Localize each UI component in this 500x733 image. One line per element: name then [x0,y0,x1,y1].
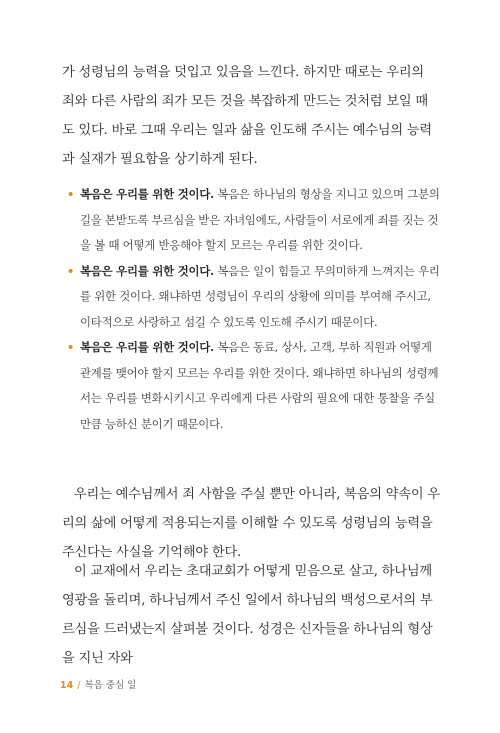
bullet-lead-text: 복음은 우리를 위한 것이다. [80,340,214,354]
bullet-lead-text: 복음은 우리를 위한 것이다. [80,263,214,278]
bullet-body-text: 복음은 동료, 상사, 고객, 부하 직원과 어떻게 관계를 맺어야 할지 모르는 우리를 위한 것이다. 왜냐하면 하나님의 성령께서는 우리를 변화시키시고 우리에게 다른 사람의 필요에 대한 통찰을 주실 만큼 능하신 분이기 때문이다. [80,340,439,431]
page-footer [60,677,136,691]
bullet-lead-text: 복음은 우리를 위한 것이다. [80,187,214,201]
bullet-body-text: 복음은 일이 힘들고 무의미하게 느껴지는 우리를 위한 것이다. 왜냐하면 성령님이 우리의 상황에 의미를 부여해 주시고, 이타적으로 사랑하고 섬길 수 있도록 인도해 주시기 때문이다. [80,263,440,329]
footer-separator: / [77,680,81,691]
bullet-item [62,182,440,259]
bullet-body-text: 복음은 하나님의 형상을 지니고 있으며 그분의 길을 본받도록 부르심을 받은 자녀임에도, 사람들이 서로에게 죄를 짓는 것을 볼 때 어떻게 반응해야 할지 모르는 우리를 위한 것이다. [80,187,440,252]
bullet-item [62,335,440,437]
body-paragraph: 이 교재에서 우리는 초대교회가 어떻게 믿음으로 살고, 하나님께 영광을 돌리며, 하나님께서 주신 일에서 하나님의 백성으로서의 부르심을 드러냈는지 살펴볼 것이다. 성경은 신자들을 하나님의 형상을 지닌 자와 [62,564,433,666]
bullet-marker-icon: • [67,340,75,354]
bullet-item [62,259,440,336]
bullet-marker-icon: • [67,263,75,278]
page-number: 14 [60,680,74,691]
bullet-marker-icon: • [67,187,75,201]
section-title: 복음 중심 일 [84,680,137,691]
body-paragraph: 우리는 예수님께서 죄 사함을 주실 뿐만 아니라, 복음의 약속이 우리의 삶에 어떻게 적용되는지를 이해할 수 있도록 성령님의 능력을 주신다는 사실을 기억해야 한다. [62,487,440,560]
bullet-list [62,182,440,437]
body-paragraph: 가 성령님의 능력을 덧입고 있음을 느낀다. 하지만 때로는 우리의 죄와 다른 사람의 죄가 모든 것을 복잡하게 만드는 것처럼 보일 때도 있다. 바로 그때 우리는 일과 삶을 인도해 주시는 예수님의 능력과 실재가 필요함을 상기하게 된다. [62,65,432,167]
